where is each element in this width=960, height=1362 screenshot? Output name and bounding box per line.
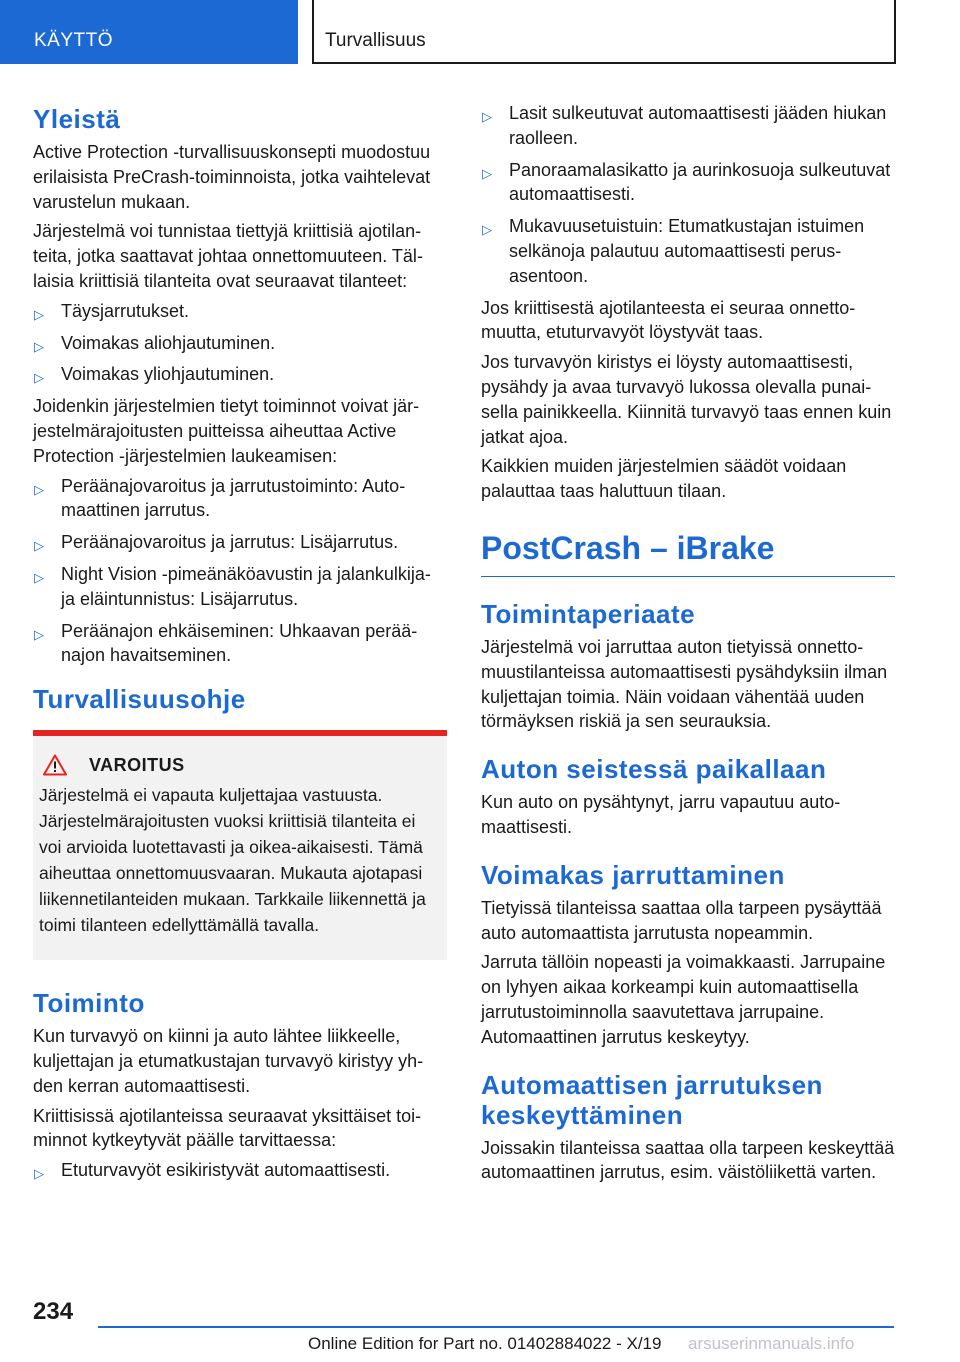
chapter-title: Turvallisuus bbox=[325, 30, 426, 51]
triangle-right-icon: ▷ bbox=[34, 569, 44, 585]
list-item: ▷ Voimakas yliohjautuminen. bbox=[33, 362, 447, 387]
paragraph: Jos kriittisestä ajotilanteesta ei seuraa onnettomuutta, etuturvavyöt löystyvät taas. bbox=[481, 297, 856, 343]
paragraph: Tietyissä tilanteissa saattaa olla tarpeen pysäyttää auto automaattista jarrutusta nopeammin. bbox=[481, 897, 882, 943]
list-item: ▷ Voimakas aliohjautuminen. bbox=[33, 331, 447, 356]
page-number: 234 bbox=[33, 1298, 74, 1325]
left-column bbox=[33, 100, 447, 1190]
heading-function: Toiminto bbox=[33, 988, 145, 1019]
paragraph: Jos turvavyön kiristys ei löysty automaattisesti, pysähdy ja avaa turvavyö lukossa olevalla punaisella painikkeella. Kiinnitä turvavyö taas ennen kuin jatkat ajoa. bbox=[481, 352, 892, 447]
paragraph: Kun turvavyö on kiinni ja auto lähtee liikkeelle, kuljettajan ja etumatkustajan turvavyö kiristyy yhden kerran automaattisesti. bbox=[33, 1026, 424, 1096]
right-column bbox=[481, 101, 895, 1190]
list-item: ▷ Peräänajovaroitus ja jarrutus: Lisäjarrutus. bbox=[33, 530, 447, 555]
bullet-list bbox=[33, 474, 447, 669]
paragraph: Joissakin tilanteissa saattaa olla tarpeen keskeyttää automaattinen jarrutus, esim. väistöliikettä varten. bbox=[481, 1137, 895, 1183]
heading-principle: Toimintaperiaate bbox=[481, 598, 696, 629]
list-item: ▷ Peräänajovaroitus ja jarrutustoiminto: Automaattinen jarrutus. bbox=[34, 475, 406, 521]
paragraph: Järjestelmä voi tunnistaa tiettyjä kriittisiä ajotilanteita, jotka saattavat johtaa onnettomuuteen. Tällaisia kriittisiä tilanteita ovat seuraavat tilanteet: bbox=[33, 221, 423, 291]
triangle-right-icon: ▷ bbox=[34, 306, 44, 322]
paragraph: Active Protection -turvallisuuskonsepti muodostuu erilaisista PreCrash-toiminnoista, jotka vaihtelevat varustelun mukaan. bbox=[33, 142, 431, 212]
warning-text: Järjestelmä ei vapauta kuljettajaa vastuusta. Järjestelmärajoitusten vuoksi kriittisiä tilanteita ei voi arvioida luotettavasti ja oikea-aikaisesti. Tämä aiheuttaa onnettomuusvaaran. Mukauta ajotapasi liikennetilanteiden mukaan. Tarkkaile liikennettä ja toimi tilanteen edellyttämällä tavalla. bbox=[39, 785, 426, 936]
triangle-right-icon: ▷ bbox=[482, 222, 492, 238]
triangle-right-icon: ▷ bbox=[34, 1166, 44, 1182]
heading-safety: Turvallisuusohje bbox=[33, 684, 246, 715]
section-tab-label: KÄYTTÖ bbox=[34, 30, 114, 51]
paragraph: Joidenkin järjestelmien tietyt toiminnot voivat järjestelmärajoitusten puitteissa aiheuttaa Active Protection -järjestelmien laukeamisen: bbox=[33, 396, 420, 466]
bullet-list bbox=[33, 299, 447, 387]
list-item: ▷ Lasit sulkeutuvat automaattisesti jääden hiukan raolleen. bbox=[482, 103, 887, 148]
heading-braking: Voimakas jarruttaminen bbox=[481, 859, 785, 890]
triangle-right-icon: ▷ bbox=[34, 338, 44, 354]
warning-box bbox=[33, 730, 447, 960]
triangle-right-icon: ▷ bbox=[482, 109, 492, 124]
list-item: ▷ Mukavuusetuistuin: Etumatkustajan istuimen selkänoja palautuu automaattisesti perusasentoon. bbox=[482, 216, 865, 286]
paragraph: Kun auto on pysähtynyt, jarru vapautuu automaattisesti. bbox=[481, 792, 841, 837]
bullet-list bbox=[481, 101, 895, 289]
paragraph: Järjestelmä voi jarruttaa auton tietyissä onnettomuustilanteissa automaattisesti pysähdyksiin ilman kuljettajan toimia. Näin voidaan vähentää uuden törmäyksen riskiä ja sen seurauksia. bbox=[481, 636, 888, 732]
footer-watermark: arsuserinmanuals.info bbox=[688, 1334, 855, 1353]
triangle-right-icon: ▷ bbox=[34, 538, 44, 554]
list-item: ▷ Panoraamalasikatto ja aurinkosuoja sulkeutuvat automaattisesti. bbox=[482, 159, 891, 205]
list-item: ▷ Peräänajon ehkäiseminen: Uhkaavan peräänajon havaitseminen. bbox=[34, 620, 418, 666]
heading-interrupt: Automaattisen jarrutuksen keskeyttäminen bbox=[481, 1069, 823, 1130]
warning-triangle-icon bbox=[43, 754, 67, 776]
heading-standstill: Auton seistessä paikallaan bbox=[481, 754, 827, 785]
bullet-list bbox=[33, 1158, 447, 1183]
heading-general: Yleistä bbox=[33, 104, 121, 134]
paragraph: Jarruta tällöin nopeasti ja voimakkaasti. Jarrupaine on lyhyen aikaa korkeampi kuin automaattisella jarrutustoiminnolla saavutettava jarrupaine. Automaattinen jarrutus keskeytyy. bbox=[481, 952, 886, 1047]
triangle-right-icon: ▷ bbox=[482, 165, 492, 181]
paragraph: Kriittisissä ajotilanteissa seuraavat yksittäiset toiminnot kytkeytyvät päälle tarvittaessa: bbox=[33, 1105, 422, 1151]
list-item: ▷ Etuturvavyöt esikiristyvät automaattisesti. bbox=[33, 1158, 447, 1183]
warning-header bbox=[39, 754, 431, 776]
list-item: ▷ Täysjarrutukset. bbox=[33, 299, 447, 324]
triangle-right-icon: ▷ bbox=[34, 370, 44, 386]
list-item: ▷ Night Vision -pimeänäköavustin ja jalankulkija- ja eläintunnistus: Lisäjarrutus. bbox=[34, 563, 431, 609]
triangle-right-icon: ▷ bbox=[34, 626, 44, 642]
footer-rule bbox=[98, 1326, 894, 1328]
paragraph: Kaikkien muiden järjestelmien säädöt voidaan palauttaa taas haluttuun tilaan. bbox=[481, 456, 847, 502]
heading-postcrash: PostCrash – iBrake bbox=[481, 528, 895, 577]
warning-title: VAROITUS bbox=[89, 754, 185, 775]
triangle-right-icon: ▷ bbox=[34, 481, 44, 497]
footer-edition: Online Edition for Part no. 01402884022 - X/19 bbox=[308, 1334, 662, 1353]
